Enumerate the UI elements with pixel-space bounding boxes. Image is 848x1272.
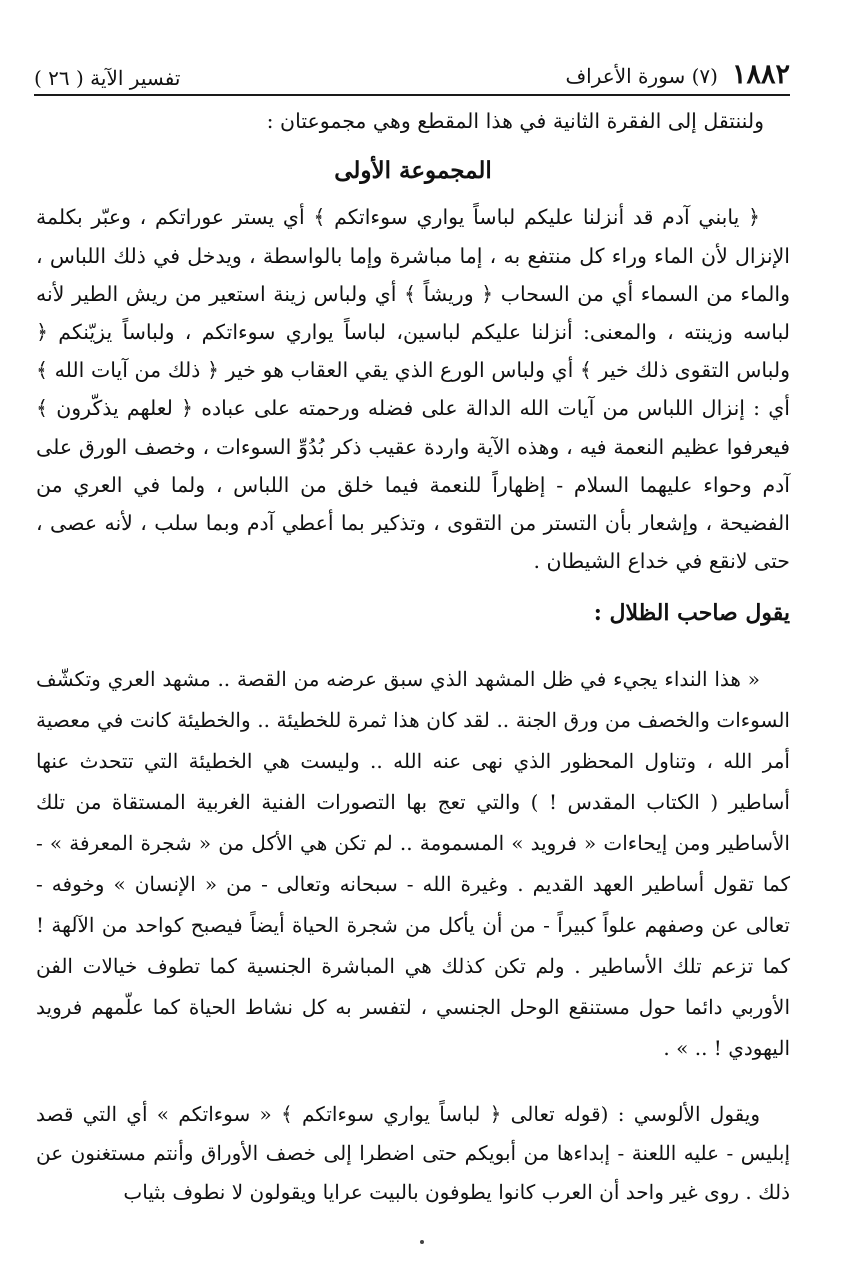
quote-paragraph: « هذا النداء يجيء في ظل المشهد الذي سبق عرضه من القصة .. مشهد العري وتكشّف السوءات والخصف من ورق الجنة .. لقد كان هذا ثمرة للخطيئة .. والخطيئة كانت في معصية أمر الله ، وتناول المحظور الذي نهى عنه الله .. وليست هي الخطيئة التي تتحدث عنها أساطير ( الكتاب المقدس ! ) والتي تعج بها التصورات الفنية الغربية المستقاة من تلك الأساطير ومن إيحاءات « فرويد » المسمومة .. لم تكن هي الأكل من « شجرة المعرفة » - كما تقول أساطير العهد القديم . وغيرة الله - سبحانه وتعالى - من « الإنسان » وخوفه - تعالى عن وصفهم علواً كبيراً - من أن يأكل من شجرة الحياة أيضاً فيصبح كواحد من الآلهة ! كما تزعم تلك الأساطير . ولم تكن كذلك هي المباشرة الجنسية كما تطوف خيالات الفن الأوربي دائما حول مستنقع الوحل الجنسي ، لتفسر به كل نشاط الحياة كما علّمهم فرويد اليهودي ! .. » . xyxy=(36,666,790,1060)
intro-line: ولننتقل إلى الفقرة الثانية في هذا المقطع وهي مجموعتان : xyxy=(266,109,764,133)
section-heading: يقول صاحب الظلال : xyxy=(593,600,790,627)
tafsir-paragraph: ﴿ يابني آدم قد أنزلنا عليكم لباساً يواري سوءاتكم ﴾ أي يستر عوراتكم ، وعبّر بكلمة الإنزال لأن الماء وراء كل منتفع به ، إما مباشرة وإما بالواسطة ، ويدخل في ذلك اللباس ، والماء من السماء أي من السحاب ﴿ وريشاً ﴾ أي ولباس زينة استعير من ريش الطير لأنه لباسه وزينته ، والمعنى: أنزلنا عليكم لباسين، لباساً يواري سوءاتكم ، ولباساً يزيّنكم ﴿ ولباس التقوى ذلك خير ﴾ أي ولباس الورع الذي يقي العقاب هو خير ﴿ ذلك من آيات الله ﴾ أي : إنزال اللباس من آيات الله الدالة على فضله ورحمته على عباده ﴿ لعلهم يذكّرون ﴾ فيعرفوا عظيم النعمة فيه ، وهذه الآية واردة عقيب ذكر بُدُوِّ السوءات ، وخصف الورق على آدم وحواء عليهما السلام - إظهاراً للنعمة فيما خلق من اللباس ، ولما في العري من الفضيحة ، وإشعار بأن التستر من التقوى ، وتذكير بما أعطي آدم وبما سلب ، لأنه عصى ، حتى لانقع في خداع الشيطان . xyxy=(36,205,790,574)
group-heading: المجموعة الأولى xyxy=(334,157,492,185)
page-speck xyxy=(420,1240,424,1244)
page-content xyxy=(36,102,790,1212)
page-number: ١٨٨٢ xyxy=(731,59,790,90)
header-right xyxy=(565,59,790,94)
running-section-title: تفسير الآية ( ٢٦ ) xyxy=(34,66,181,90)
surah-name: (٧) سورة الأعراف xyxy=(565,64,718,88)
alusi-paragraph: ويقول الألوسي : (قوله تعالى ﴿ لباساً يواري سوءاتكم ﴾ « سوءاتكم » أي التي قصد إبليس - عليه اللعنة - إبداءها من أبويكم حتى اضطرا إلى خصف الأوراق وأنتم مستغنون عن ذلك . روى غير واحد أن العرب كانوا يطوفون بالبيت عرايا ويقولون لا نطوف بثياب xyxy=(36,1101,790,1204)
page-header xyxy=(34,48,790,96)
